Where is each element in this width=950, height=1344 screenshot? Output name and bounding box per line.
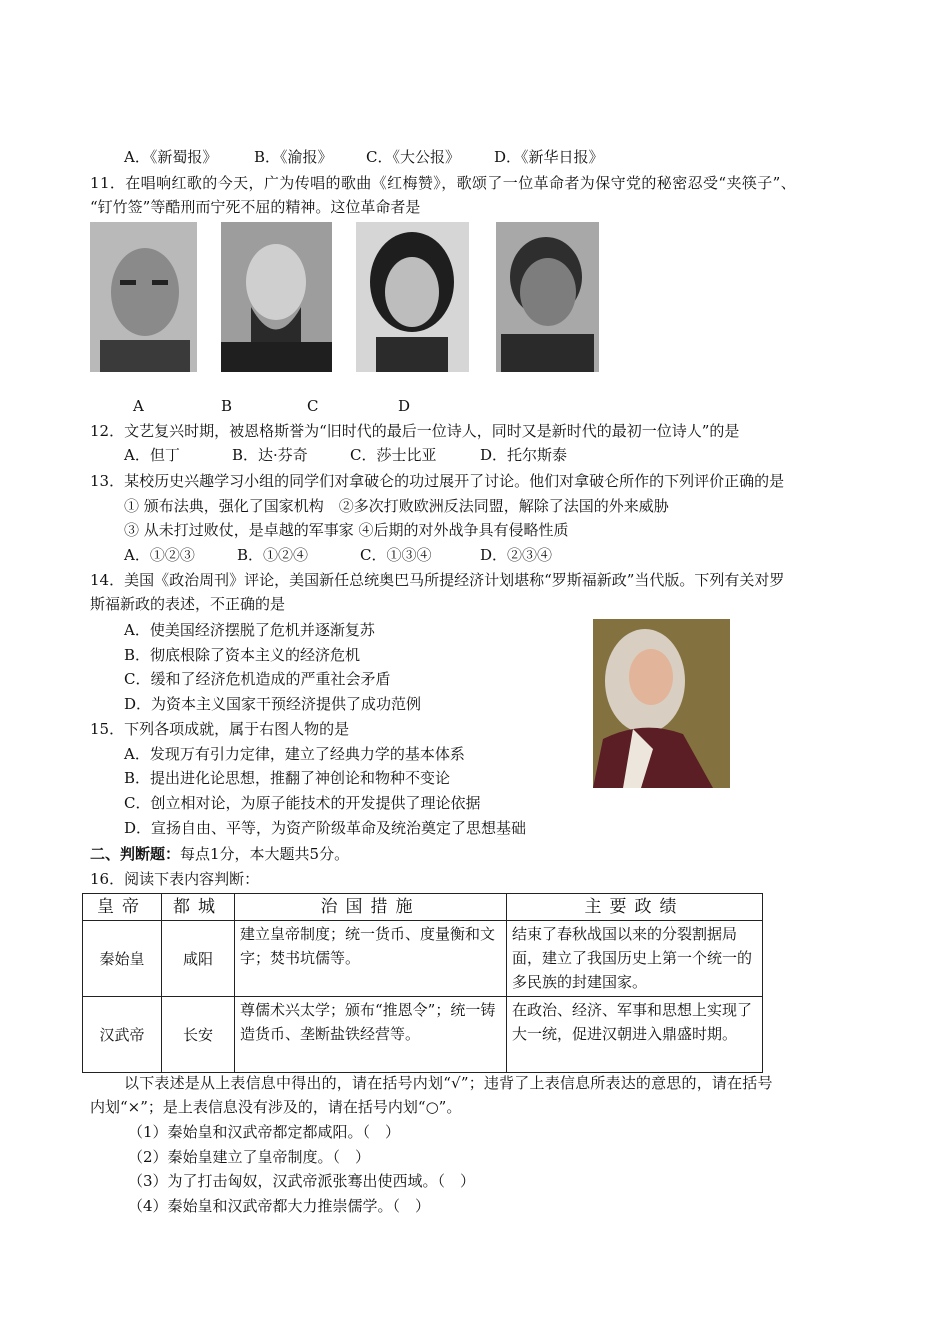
q14-stem-line2: 斯福新政的表述，不正确的是 xyxy=(90,595,286,613)
portrait-label-a: A xyxy=(133,397,144,415)
q12-option-c: C．莎士比亚 xyxy=(350,446,437,464)
emperor-table xyxy=(82,893,763,1073)
q10-option-c: C．《大公报》 xyxy=(366,148,460,166)
q10-option-d: D．《新华日报》 xyxy=(494,148,604,166)
q13-statements-line2: ③ 从未打过败仗，是卓越的军事家 ④后期的对外战争具有侵略性质 xyxy=(124,521,569,539)
header-measures: 治国措施 xyxy=(235,894,507,921)
q15-option-b: B．提出进化论思想，推翻了神创论和物种不变论 xyxy=(124,769,451,787)
q15-option-d: D．宣扬自由、平等，为资产阶级革命及统治奠定了思想基础 xyxy=(124,819,527,837)
q13-option-d: D．②③④ xyxy=(480,546,553,564)
portrait-label-d: D xyxy=(398,397,411,415)
cell-achievements: 结束了春秋战国以来的分裂割据局面，建立了我国历史上第一个统一的多民族的封建国家。 xyxy=(507,921,763,997)
q12-option-a: A．但丁 xyxy=(124,446,180,464)
portrait-label-c: C xyxy=(307,397,319,415)
header-capital: 都城 xyxy=(162,894,235,921)
cell-achievements: 在政治、经济、军事和思想上实现了大一统，促进汉朝进入鼎盛时期。 xyxy=(507,997,763,1073)
q13-stem: 13．某校历史兴趣学习小组的同学们对拿破仑的功过展开了讨论。他们对拿破仑所作的下列评价正确的是 xyxy=(90,472,785,490)
table-header-row xyxy=(83,894,763,921)
q14-option-c: C．缓和了经济危机造成的严重社会矛盾 xyxy=(124,670,391,688)
newton-portrait-photo xyxy=(593,619,730,788)
section-heading xyxy=(90,843,349,865)
q16-item-2: （2）秦始皇建立了皇帝制度。（ ） xyxy=(128,1148,371,1166)
q12-stem: 12．文艺复兴时期，被恩格斯誉为“旧时代的最后一位诗人，同时又是新时代的最初一位诗人”的是 xyxy=(90,422,740,440)
q11-stem-line1: 11．在唱响红歌的今天，广为传唱的歌曲《红梅赞》，歌颂了一位革命者为保守党的秘密忍受“夹筷子”、 xyxy=(90,174,797,192)
portrait-b-photo xyxy=(221,222,332,372)
q14-option-d: D．为资本主义国家干预经济提供了成功范例 xyxy=(124,695,422,713)
cell-emperor: 汉武帝 xyxy=(83,997,162,1073)
q13-option-b: B．①②④ xyxy=(237,546,309,564)
q14-option-b: B．彻底根除了资本主义的经济危机 xyxy=(124,646,361,664)
q15-option-c: C．创立相对论，为原子能技术的开发提供了理论依据 xyxy=(124,794,481,812)
q16-instruction-line2: 内划“×”；是上表信息没有涉及的，请在括号内划“○”。 xyxy=(90,1098,462,1116)
cell-emperor: 秦始皇 xyxy=(83,921,162,997)
cell-capital: 咸阳 xyxy=(162,921,235,997)
q16-item-1: （1）秦始皇和汉武帝都定都咸阳。（ ） xyxy=(128,1123,401,1141)
table-row xyxy=(83,997,763,1073)
q10-option-b: B．《渝报》 xyxy=(254,148,333,166)
cell-measures: 尊儒术兴太学；颁布“推恩令”；统一铸造货币、垄断盐铁经营等。 xyxy=(235,997,507,1073)
q15-option-a: A．发现万有引力定律，建立了经典力学的基本体系 xyxy=(124,745,465,763)
q16-stem: 16．阅读下表内容判断： xyxy=(90,870,260,888)
q16-instruction-line1: 以下表述是从上表信息中得出的，请在括号内划“√”；违背了上表信息所表达的意思的，请在括号 xyxy=(124,1074,773,1092)
q14-stem-line1: 14．美国《政治周刊》评论，美国新任总统奥巴马所提经济计划堪称“罗斯福新政”当代版。下列有关对罗 xyxy=(90,571,785,589)
section-title: 二、判断题： xyxy=(90,845,181,863)
q13-statements-line1: ① 颁布法典，强化了国家机构 ②多次打败欧洲反法同盟，解除了法国的外来威胁 xyxy=(124,497,669,515)
cell-measures: 建立皇帝制度；统一货币、度量衡和文字；焚书坑儒等。 xyxy=(235,921,507,997)
section-note: 每点1分，本大题共5分。 xyxy=(180,845,350,863)
portrait-c-photo xyxy=(356,222,469,372)
q13-option-c: C．①③④ xyxy=(360,546,432,564)
header-emperor: 皇帝 xyxy=(83,894,162,921)
portrait-label-b: B xyxy=(221,397,233,415)
cell-capital: 长安 xyxy=(162,997,235,1073)
q12-option-b: B．达·芬奇 xyxy=(232,446,308,464)
table-row xyxy=(83,921,763,997)
q15-stem: 15．下列各项成就，属于右图人物的是 xyxy=(90,720,350,738)
q14-option-a: A．使美国经济摆脱了危机并逐渐复苏 xyxy=(124,621,375,639)
q16-item-3: （3）为了打击匈奴，汉武帝派张骞出使西域。（ ） xyxy=(128,1172,476,1190)
portrait-d-photo xyxy=(496,222,599,372)
header-achievements: 主要政绩 xyxy=(507,894,763,921)
q16-item-4: （4）秦始皇和汉武帝都大力推崇儒学。（ ） xyxy=(128,1197,431,1215)
q11-stem-line2: “钉竹签”等酷刑而宁死不屈的精神。这位革命者是 xyxy=(90,198,421,216)
q12-option-d: D．托尔斯泰 xyxy=(480,446,568,464)
portrait-a-photo xyxy=(90,222,197,372)
q13-option-a: A．①②③ xyxy=(124,546,195,564)
q10-option-a: A．《新蜀报》 xyxy=(124,148,218,166)
